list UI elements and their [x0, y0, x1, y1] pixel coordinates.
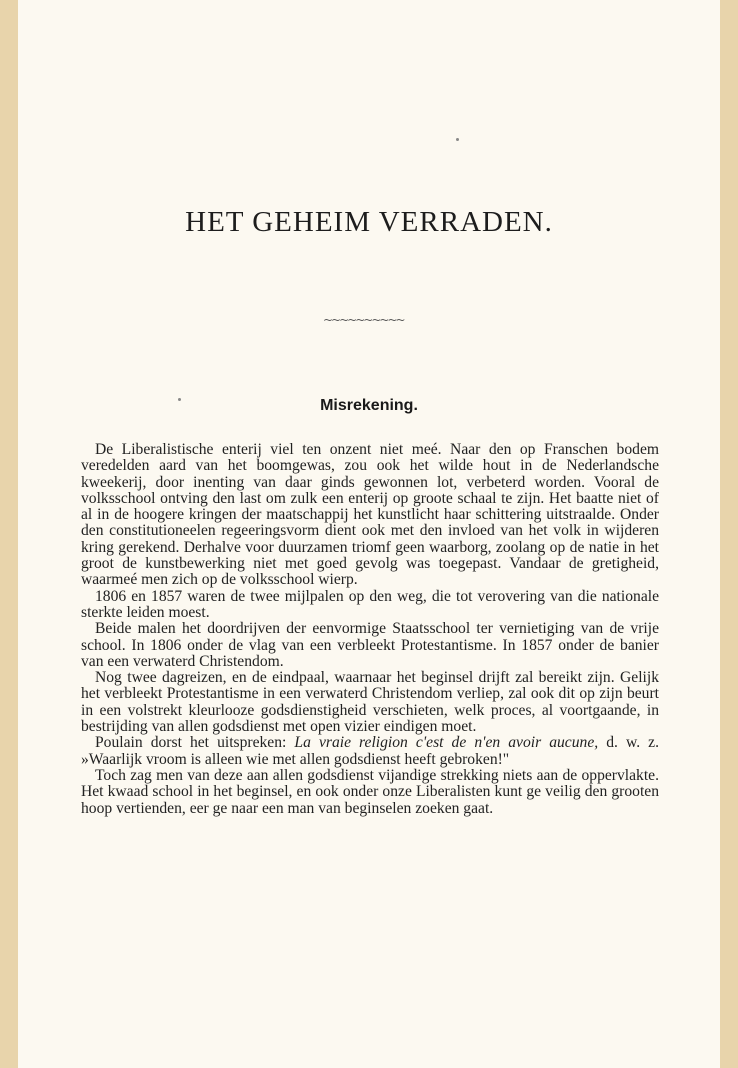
paragraph: De Liberalistische enterij viel ten onzent niet meé. Naar den op Franschen bodem veredelden aard van het boomgewas, zou ook het wilde hout in de Nederlandsche kweekerij, door inenting van daar ginds gewonnen lot, verbeterd worden. Vooral de volksschool ontving den last om zulk een enterij op groote schaal te zijn. Het baatte niet of al in de hoogere kringen der maatschappij het kunstlicht haar schittering uitstraalde. Onder den constitutioneelen regeeringsvorm dient ook met den invloed van het volk in wijderen kring gerekend. Derhalve voor duurzamen triomf geen waarborg, zoolang op de natie in het groot de kunstbewerking niet met goed gevolg was toegepast. Vandaar de gretigheid, waarmeé men zich op de volksschool wierp. [81, 441, 659, 589]
paragraph: Beide malen het doordrijven der eenvormige Staatsschool ter vernietiging van de vrije school. In 1806 onder de vlag van een verbleekt Protestantisme. In 1857 onder de banier van een verwaterd Christendom. [81, 620, 659, 670]
book-page [18, 0, 720, 1068]
paragraph: Nog twee dagreizen, en de eindpaal, waarnaar het beginsel drijft zal bereikt zijn. Gelijk het verbleekt Protestantisme in een verwaterd Christendom verliep, zal ook dit op zijn beurt in een volstrekt kleurlooze godsdienstigheid verschieten, welk proces, al voortgaande, in bestrijding van allen godsdienst met open vizier eindigen moet. [81, 669, 659, 736]
french-quote: La vraie religion c'est de n'en avoir aucune, [294, 734, 599, 752]
paper-speck [456, 138, 459, 141]
chapter-title: HET GEHEIM VERRADEN. [185, 206, 553, 238]
quote-lead: Poulain dorst het uitspreken: [95, 734, 295, 752]
body-text [81, 442, 659, 817]
title-ornament: ~~~~~~~~~~ [323, 313, 404, 327]
section-heading: Misrekening. [320, 397, 418, 414]
quote-paragraph [81, 735, 659, 768]
quote-translation: d. w. z. »Waarlijk vroom is alleen wie met allen godsdienst heeft gebroken!" [81, 734, 659, 768]
paragraph: 1806 en 1857 waren de twee mijlpalen op den weg, die tot verovering van die nationale sterkte leiden moest. [81, 587, 659, 621]
paragraph: Toch zag men van deze aan allen godsdienst vijandige strekking niets aan de oppervlakte. Het kwaad school in het beginsel, en ook onder onze Liberalisten kunt ge veilig den grooten hoop vertienden, eer ge naar een man van beginselen zoeken gaat. [81, 766, 659, 817]
